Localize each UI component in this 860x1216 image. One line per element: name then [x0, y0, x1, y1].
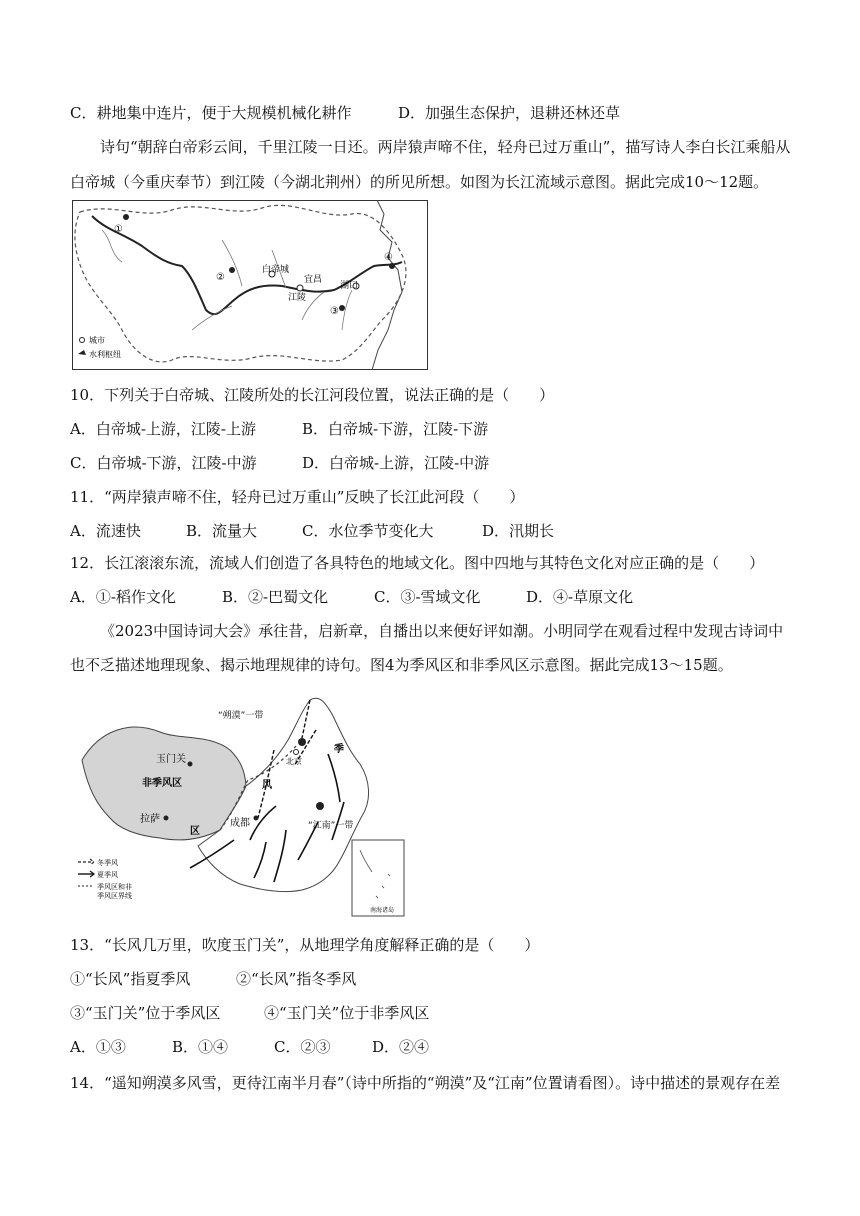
legend-city-icon [80, 338, 85, 343]
map2-label-ji: 季 [334, 744, 344, 755]
passage2-line1: 《2023中国诗词大会》承往昔，启新章，自播出以来便好评如潮。小明同学在观看过程中发现古诗词中 [100, 622, 784, 640]
q11-stem: 11．“两岸猿声啼不住，轻舟已过万重山”反映了长江此河段（ ） [70, 488, 525, 506]
q10-option-c: C．白帝城-下游，江陵-中游 [70, 454, 257, 472]
map1-label-n4: ④ [384, 252, 393, 263]
q11-option-b: B．流量大 [186, 522, 258, 540]
q10-stem: 10．下列关于白帝城、江陵所处的长江河段位置，说法正确的是（ ） [70, 386, 555, 404]
q12-option-b: B．②-巴蜀文化 [222, 588, 329, 606]
map2-inset-caption: 南海诸岛 [370, 907, 395, 914]
map1-label-n2: ② [216, 272, 225, 283]
passage1-line1: 诗句“朝辞白帝彩云间，千里江陵一日还。两岸猿声啼不住，轻舟已过万重山”，描写诗人李白长江乘船从 [100, 138, 791, 156]
q13-stem: 13．“长风几万里，吹度玉门关”，从地理学角度解释正确的是（ ） [70, 936, 540, 954]
q14-stem: 14．“遥知朔漠多风雪，更待江南半月春”（诗中所指的“朔漠”及“江南”位置请看图）。诗中描述的景观存在差 [70, 1074, 781, 1092]
map2-label-chengdu: 成都 [230, 818, 250, 829]
map1-label-n3: ③ [330, 306, 339, 317]
q13-option-b: B．①④ [172, 1038, 229, 1056]
q13-statement-2: ②“长风”指冬季风 [236, 970, 357, 988]
map2-label-shuomo: “朔漠”一带 [218, 711, 264, 721]
legend-summer-monsoon-icon [78, 871, 94, 877]
map1-label-n1: ① [114, 224, 123, 235]
map2-label-feijifengqu: 非季风区 [142, 778, 182, 789]
q12-option-c: C．③-雪域文化 [374, 588, 481, 606]
map1-legend-city: 城市 [89, 336, 105, 345]
map2-label-feng: 风 [262, 780, 272, 791]
q12-option-a: A．①-稻作文化 [70, 588, 176, 606]
map1-label-jiangling: 江陵 [288, 293, 307, 303]
q11-option-c: C．水位季节变化大 [302, 522, 434, 540]
q13-option-c: C．②③ [274, 1038, 331, 1056]
map1-label-yichang: 宜昌 [304, 275, 323, 285]
q13-statement-4: ④“玉门关”位于非季风区 [264, 1004, 430, 1022]
legend-winter-monsoon-icon [78, 859, 94, 865]
map2-legend-boundary2: 季风区界线 [97, 892, 132, 900]
q13-statement-3: ③“玉门关”位于季风区 [70, 1004, 221, 1022]
map2-legend-winter: 冬季风 [97, 859, 118, 867]
q12-option-d: D．④-草原文化 [526, 588, 634, 606]
q13-option-d: D．②④ [372, 1038, 430, 1056]
q11-option-a: A．流速快 [70, 522, 141, 540]
map1-legend-hub: 水利枢纽 [89, 350, 121, 359]
map2-label-lasa: 拉萨 [140, 814, 160, 825]
passage1-line2: 白帝城（今重庆奉节）到江陵（今湖北荆州）的所见所想。如图为长江流域示意图。据此完成10～12题。 [70, 173, 769, 191]
monsoon-region-map [70, 690, 410, 920]
map2-label-jiangnan: “江南”一带 [308, 821, 354, 831]
q13-option-a: A．①③ [70, 1038, 126, 1056]
map2-label-beijing: 北京 [286, 757, 302, 766]
q10-option-b: B．白帝城-下游，江陵-下游 [302, 420, 489, 438]
map2-legend-boundary1: 季风区和非 [97, 883, 132, 891]
map2-label-yumenguan: 玉门关 [156, 754, 186, 765]
map1-label-baidicheng: 白帝城 [262, 265, 290, 275]
prev-option-d: D．加强生态保护，退耕还林还草 [398, 104, 621, 122]
yangtze-basin-map [72, 200, 428, 370]
q10-option-a: A．白帝城-上游，江陵-上游 [70, 420, 256, 438]
map1-label-hukou: 湖口 [340, 281, 359, 291]
q10-option-d: D．白帝城-上游，江陵-中游 [302, 454, 490, 472]
prev-option-c: C．耕地集中连片，便于大规模机械化耕作 [70, 104, 352, 122]
map2-label-qu: 区 [190, 826, 200, 837]
q13-statement-1: ①“长风”指夏季风 [70, 970, 191, 988]
q11-option-d: D．汛期长 [482, 522, 555, 540]
passage2-line2: 也不乏描述地理现象、揭示地理规律的诗句。图4为季风区和非季风区示意图。据此完成13～15题。 [70, 656, 733, 674]
q12-stem: 12．长江滚滚东流，流域人们创造了各具特色的地域文化。图中四地与其特色文化对应正确的是（ ） [70, 554, 765, 572]
map2-legend-summer: 夏季风 [97, 871, 118, 879]
south-china-sea-inset [352, 840, 404, 916]
